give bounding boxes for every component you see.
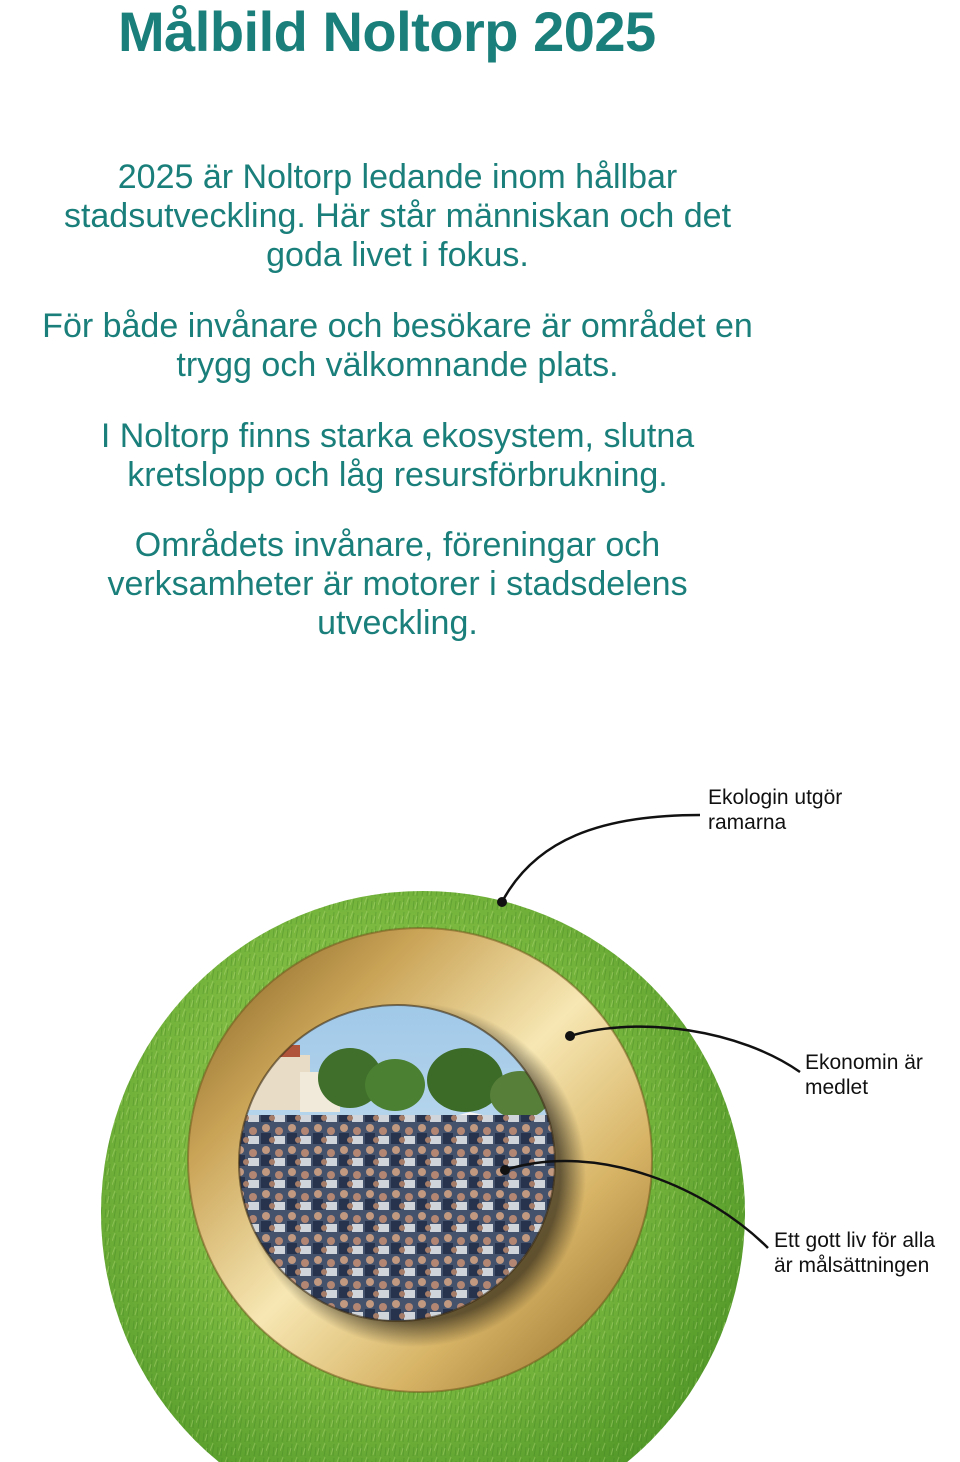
- text-line: goda livet i fokus.: [266, 236, 529, 274]
- text-line: kretslopp och låg resursförbrukning.: [127, 456, 668, 494]
- good-life-label: [774, 1228, 935, 1278]
- text-line: 2025 är Noltorp ledande inom hållbar: [117, 158, 678, 196]
- ecology-label: [708, 785, 842, 835]
- label-line: Ekologin utgör: [708, 786, 843, 809]
- text-line: Områdets invånare, föreningar och: [134, 526, 661, 564]
- label-line: Ekonomin är: [805, 1051, 923, 1074]
- text-line: trygg och välkomnande plats.: [176, 346, 619, 384]
- label-line: ramarna: [708, 811, 787, 834]
- label-line: Ett gott liv för alla: [774, 1229, 936, 1252]
- text-line: För både invånare och besökare är området en: [42, 307, 753, 345]
- ecology-marker-dot: [497, 897, 507, 907]
- text-line: utveckling.: [317, 604, 478, 642]
- economy-label: [805, 1050, 923, 1100]
- text-line: verksamheter är motorer i stadsdelens: [107, 565, 688, 603]
- text-line: I Noltorp finns starka ekosystem, slutna: [100, 417, 695, 455]
- page-title: Målbild Noltorp 2025: [118, 0, 656, 63]
- label-line: medlet: [805, 1076, 869, 1099]
- economy-marker-dot: [565, 1031, 575, 1041]
- good-life-marker-dot: [500, 1165, 510, 1175]
- ecology-leader-line: [502, 815, 700, 902]
- text-line: stadsutveckling. Här står människan och det: [63, 197, 732, 235]
- label-line: är målsättningen: [774, 1254, 930, 1277]
